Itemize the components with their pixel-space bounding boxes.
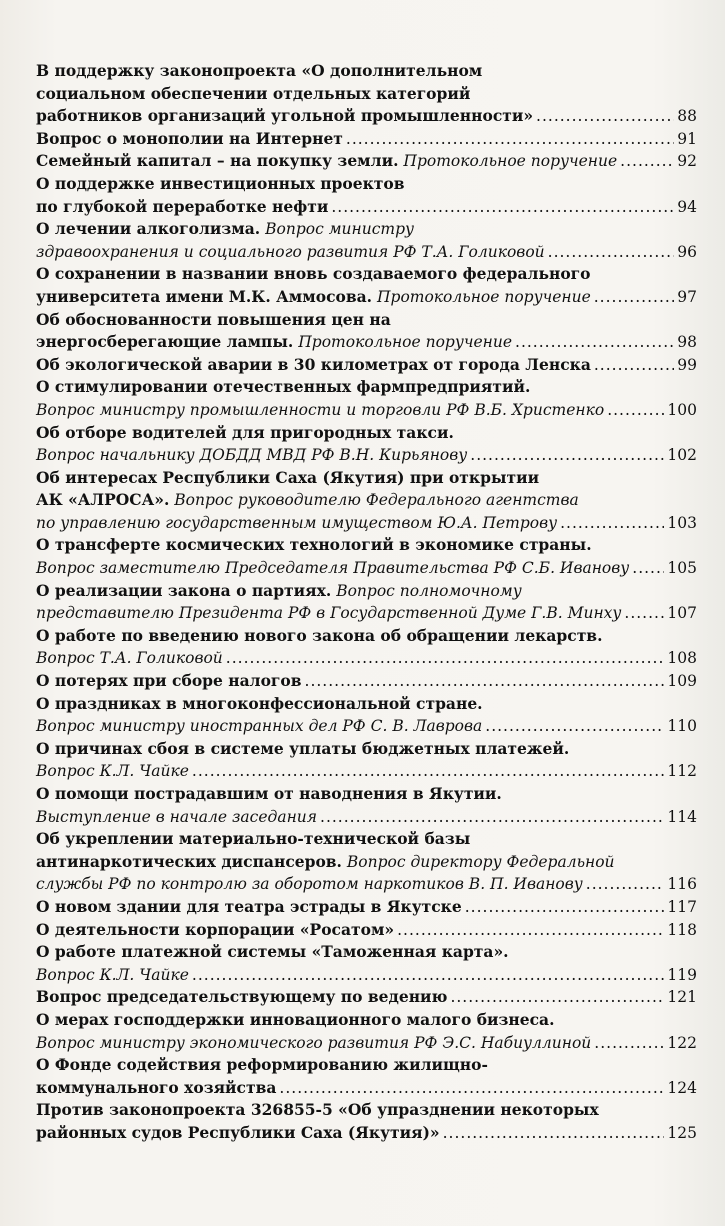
dot-leader: [594, 354, 674, 377]
toc-entry-line: [36, 399, 697, 422]
page-number: 107: [667, 604, 697, 623]
toc-entry: [36, 128, 697, 151]
entry-subtitle: Вопрос полномочному: [336, 581, 522, 600]
toc-entry: [36, 150, 697, 173]
toc-entry-line: [36, 105, 697, 128]
page-number: 122: [667, 1033, 697, 1052]
dot-leader: [279, 1077, 664, 1100]
toc-entry: [36, 422, 697, 467]
page-number: 112: [667, 762, 697, 781]
toc-entry-line: [36, 218, 697, 241]
toc-entry: [36, 738, 697, 783]
dot-leader: [397, 919, 664, 942]
toc-entry-line: [36, 760, 697, 783]
toc-entry-line: [36, 331, 697, 354]
toc-entry-line: [36, 783, 697, 806]
table-of-contents: [36, 60, 697, 1145]
entry-subtitle: службы РФ по контролю за оборотом наркотиков В. П. Иванову: [36, 875, 583, 894]
toc-entry-line: [36, 1077, 697, 1100]
toc-entry: [36, 828, 697, 896]
entry-subtitle: Вопрос руководителю Федерального агентства: [174, 491, 579, 510]
entry-title: О трансферте космических технологий в экономике страны.: [36, 535, 592, 555]
entry-title: университета имени М.К. Аммосова.: [36, 286, 373, 306]
entry-title: О стимулировании отечественных фармпредприятий.: [36, 377, 531, 397]
page-number: 88: [677, 107, 697, 126]
page-number: 117: [667, 897, 697, 916]
toc-entry-line: [36, 896, 697, 919]
toc-entry-line: [36, 376, 697, 399]
toc-entry: [36, 173, 697, 218]
entry-title: Семейный капитал – на покупку земли.: [36, 151, 399, 171]
entry-title: О лечении алкоголизма.: [36, 219, 261, 239]
page-number: 118: [667, 920, 697, 939]
toc-entry-line: [36, 964, 697, 987]
toc-entry-line: [36, 670, 697, 693]
toc-entry-line: [36, 828, 697, 851]
toc-entry-line: [36, 128, 697, 151]
toc-entry-line: [36, 986, 697, 1009]
entry-subtitle: Вопрос директору Федеральной: [346, 852, 615, 871]
page-number: 110: [667, 717, 697, 736]
entry-title: О Фонде содействия реформированию жилищно-: [36, 1055, 488, 1075]
dot-leader: [192, 760, 664, 783]
entry-title: О реализации закона о партиях.: [36, 580, 332, 600]
page-number: 96: [677, 242, 697, 261]
dot-leader: [560, 512, 664, 535]
entry-subtitle: Вопрос начальнику ДОБДД МВД РФ В.Н. Кирьянову: [36, 446, 468, 465]
entry-subtitle: Вопрос К.Л. Чайке: [36, 762, 189, 781]
page-number: 125: [667, 1123, 697, 1142]
entry-title: АК «АЛРОСА».: [36, 490, 170, 510]
toc-entry-line: [36, 422, 697, 445]
entry-subtitle: Вопрос министру: [265, 220, 415, 239]
toc-entry-line: [36, 263, 697, 286]
dot-leader: [536, 105, 674, 128]
page-number: 116: [667, 875, 697, 894]
page-number: 109: [667, 672, 697, 691]
page-number: 124: [667, 1078, 697, 1097]
page-number: 103: [667, 513, 697, 532]
toc-entry-line: [36, 1054, 697, 1077]
dot-leader: [607, 399, 664, 422]
entry-subtitle: Протокольное поручение: [403, 152, 618, 171]
toc-entry-line: [36, 444, 697, 467]
toc-entry-line: [36, 1032, 697, 1055]
toc-entry-line: [36, 941, 697, 964]
entry-title: работников организаций угольной промышленности»: [36, 106, 534, 126]
page-number: 108: [667, 649, 697, 668]
toc-entry: [36, 580, 697, 625]
toc-entry: [36, 263, 697, 308]
toc-entry: [36, 941, 697, 986]
toc-entry: [36, 625, 697, 670]
entry-title: по глубокой переработке нефти: [36, 196, 329, 216]
toc-entry-line: [36, 580, 697, 603]
dot-leader: [620, 150, 674, 173]
toc-entry-line: [36, 286, 697, 309]
toc-entry: [36, 783, 697, 828]
toc-entry: [36, 218, 697, 263]
entry-title: О сохранении в названии вновь создаваемого федерального: [36, 264, 591, 284]
dot-leader: [320, 806, 664, 829]
page-number: 100: [667, 400, 697, 419]
entry-title: О причинах сбоя в системе уплаты бюджетных платежей.: [36, 738, 570, 758]
entry-subtitle: Вопрос министру иностранных дел РФ С. В. Лаврова: [36, 717, 483, 736]
toc-entry: [36, 534, 697, 579]
toc-entry-line: [36, 354, 697, 377]
dot-leader: [624, 602, 664, 625]
entry-subtitle: Вопрос министру промышленности и торговли РФ В.Б. Христенко: [36, 400, 605, 419]
toc-entry-line: [36, 851, 697, 874]
entry-title: О помощи пострадавшим от наводнения в Якутии.: [36, 784, 502, 803]
entry-subtitle: Вопрос министру экономического развития РФ Э.С. Набиуллиной: [36, 1033, 592, 1052]
entry-title: О новом здании для театра эстрады в Якутске: [36, 896, 462, 916]
toc-entry-line: [36, 625, 697, 648]
toc-entry-line: [36, 602, 697, 625]
dot-leader: [226, 647, 665, 670]
entry-title: О работе по введению нового закона об обращении лекарств.: [36, 625, 603, 645]
page-number: 97: [677, 287, 697, 306]
entry-title: Об укреплении материально-технической базы: [36, 829, 471, 849]
entry-title: В поддержку законопроекта «О дополнительном: [36, 61, 483, 80]
dot-leader: [548, 241, 675, 264]
toc-entry-line: [36, 60, 697, 83]
toc-entry-line: [36, 173, 697, 196]
page-number: 102: [667, 446, 697, 465]
toc-entry-line: [36, 1122, 697, 1145]
toc-entry-line: [36, 557, 697, 580]
dot-leader: [450, 986, 664, 1009]
toc-entry-line: [36, 738, 697, 761]
dot-leader: [586, 873, 665, 896]
page-number: 91: [677, 129, 697, 148]
dot-leader: [465, 896, 665, 919]
entry-title: О праздниках в многоконфессиональной стране.: [36, 693, 483, 713]
toc-entry-line: [36, 196, 697, 219]
dot-leader: [485, 715, 664, 738]
toc-entry-line: [36, 693, 697, 716]
page-number: 94: [677, 197, 697, 216]
toc-entry-line: [36, 715, 697, 738]
entry-subtitle: Вопрос К.Л. Чайке: [36, 965, 189, 984]
entry-title: О потерях при сборе налогов: [36, 671, 302, 691]
dot-leader: [305, 670, 665, 693]
dot-leader: [632, 557, 664, 580]
entry-title: Об интересах Республики Саха (Якутия) при открытии: [36, 467, 540, 487]
toc-entry-line: [36, 647, 697, 670]
entry-title: Об экологической аварии в 30 километрах от города Ленска: [36, 354, 591, 374]
toc-entry-line: [36, 534, 697, 557]
page-number: 99: [677, 355, 697, 374]
entry-title: антинаркотических диспансеров.: [36, 851, 342, 871]
page-number: 121: [667, 988, 697, 1007]
toc-entry: [36, 354, 697, 377]
entry-subtitle: Протокольное поручение: [298, 333, 513, 352]
entry-title: Вопрос о монополии на Интернет: [36, 128, 343, 148]
toc-entry-line: [36, 806, 697, 829]
dot-leader: [594, 1032, 664, 1055]
page-number: 92: [677, 152, 697, 171]
toc-entry-line: [36, 83, 697, 106]
entry-title: социальном обеспечении отдельных категорий: [36, 83, 471, 103]
dot-leader: [346, 128, 674, 151]
toc-entry-line: [36, 512, 697, 535]
dot-leader: [331, 196, 674, 219]
page-number: 105: [667, 559, 697, 578]
entry-subtitle: Вопрос заместителю Председателя Правительства РФ С.Б. Иванову: [36, 559, 630, 578]
toc-entry: [36, 670, 697, 693]
entry-subtitle: по управлению государственным имуществом Ю.А. Петрову: [36, 513, 558, 532]
entry-title: Вопрос председательствующему по ведению: [36, 987, 448, 1007]
entry-title: О работе платежной системы «Таможенная карта».: [36, 942, 509, 962]
dot-leader: [594, 286, 675, 309]
page-number: 119: [667, 965, 697, 984]
entry-subtitle: представителю Президента РФ в Государственной Думе Г.В. Минху: [36, 604, 622, 623]
dot-leader: [443, 1122, 665, 1145]
entry-title: Об отборе водителей для пригородных такси.: [36, 422, 454, 442]
entry-title: энергосберегающие лампы.: [36, 332, 294, 352]
page-number: 114: [667, 807, 697, 826]
toc-entry-line: [36, 489, 697, 512]
dot-leader: [192, 964, 664, 987]
entry-title: районных судов Республики Саха (Якутия)»: [36, 1122, 440, 1142]
toc-entry: [36, 1054, 697, 1099]
toc-entry-line: [36, 1009, 697, 1032]
toc-entry-line: [36, 1099, 697, 1122]
toc-entry: [36, 919, 697, 942]
toc-entry-line: [36, 241, 697, 264]
entry-subtitle: Выступление в начале заседания: [36, 807, 318, 826]
toc-entry: [36, 1099, 697, 1144]
entry-title: О поддержке инвестиционных проектов: [36, 173, 405, 193]
entry-subtitle: Протокольное поручение: [377, 287, 591, 306]
toc-entry: [36, 896, 697, 919]
toc-entry-line: [36, 150, 697, 173]
toc-entry: [36, 60, 697, 128]
entry-subtitle: здравоохранения и социального развития РФ Т.А. Голиковой: [36, 242, 545, 261]
toc-entry: [36, 1009, 697, 1054]
entry-title: О мерах господдержки инновационного малого бизнеса.: [36, 1009, 555, 1029]
toc-entry: [36, 986, 697, 1009]
entry-subtitle: Вопрос Т.А. Голиковой: [36, 649, 223, 668]
toc-entry-line: [36, 467, 697, 490]
toc-entry: [36, 693, 697, 738]
toc-entry-line: [36, 309, 697, 332]
toc-entry: [36, 376, 697, 421]
entry-title: коммунального хозяйства: [36, 1077, 277, 1097]
entry-title: Против законопроекта 326855-5 «Об упразднении некоторых: [36, 1100, 599, 1120]
entry-title: Об обоснованности повышения цен на: [36, 309, 391, 329]
dot-leader: [470, 444, 664, 467]
toc-entry: [36, 309, 697, 354]
dot-leader: [515, 331, 674, 354]
toc-entry-line: [36, 873, 697, 896]
toc-entry-line: [36, 919, 697, 942]
entry-title: О деятельности корпорации «Росатом»: [36, 919, 395, 939]
page-number: 98: [677, 333, 697, 352]
toc-entry: [36, 467, 697, 535]
